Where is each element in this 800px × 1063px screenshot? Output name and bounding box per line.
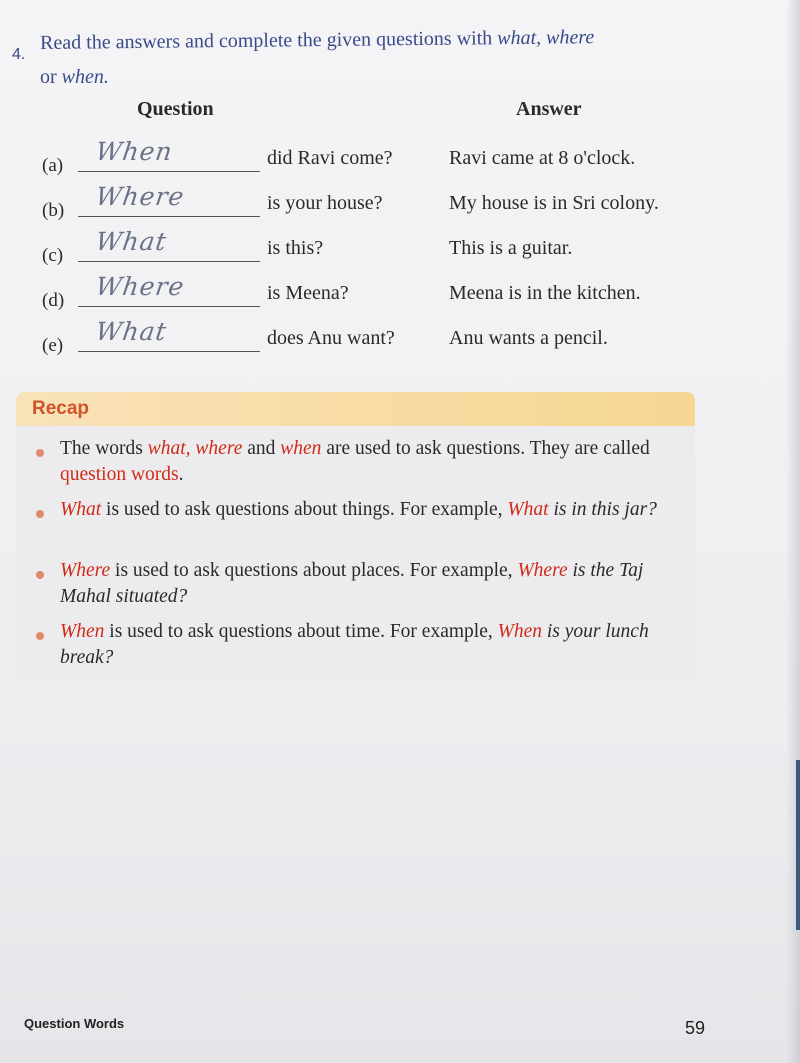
recap-bullet-1: The words what, where and when are used to ask questions. They are called question words. bbox=[60, 438, 650, 485]
handwritten-answer: Where bbox=[93, 182, 187, 211]
handwritten-answer: When bbox=[93, 137, 175, 166]
recap-box bbox=[16, 392, 695, 682]
row-label: (c) bbox=[42, 245, 64, 266]
question-text: is this? bbox=[267, 237, 324, 259]
row-label: (a) bbox=[42, 155, 64, 176]
exercise-instruction-line1: Read the answers and complete the given questions with what, where bbox=[40, 26, 595, 54]
answer-blank bbox=[78, 227, 260, 262]
recap-bullet-4: When is used to ask questions about time. For example, When is your lunch break? bbox=[60, 621, 649, 668]
bullet-dot bbox=[36, 510, 44, 518]
row-label: (e) bbox=[42, 335, 64, 356]
question-text: is your house? bbox=[267, 192, 383, 214]
question-row-a bbox=[0, 137, 800, 183]
question-row-c bbox=[0, 227, 800, 273]
answer-text: My house is in Sri colony. bbox=[449, 192, 659, 214]
handwritten-answer: What bbox=[93, 227, 169, 256]
recap-header-bar bbox=[16, 392, 695, 426]
question-column-header: Question bbox=[137, 98, 214, 120]
exercise-number: 4. bbox=[12, 46, 26, 63]
answer-text: Meena is in the kitchen. bbox=[449, 282, 641, 304]
question-row-e bbox=[0, 317, 800, 363]
handwritten-answer: Where bbox=[93, 272, 187, 301]
answer-text: Ravi came at 8 o'clock. bbox=[449, 147, 636, 169]
question-text: does Anu want? bbox=[267, 327, 395, 349]
answer-blank bbox=[78, 182, 260, 217]
recap-title: Recap bbox=[32, 398, 90, 419]
row-label: (b) bbox=[42, 200, 65, 221]
bullet-dot bbox=[36, 632, 44, 640]
recap-bullet-2: What is used to ask questions about things. For example, What is in this jar? bbox=[60, 499, 657, 520]
question-row-b bbox=[0, 182, 800, 228]
row-label: (d) bbox=[42, 290, 65, 311]
answer-text: This is a guitar. bbox=[449, 237, 573, 259]
question-text: is Meena? bbox=[267, 282, 349, 304]
bullet-dot bbox=[36, 571, 44, 579]
answer-blank bbox=[78, 137, 260, 172]
chapter-title-footer: Question Words bbox=[24, 1016, 125, 1031]
recap-bullet-3: Where is used to ask questions about places. For example, Where is the Taj Mahal situated? bbox=[60, 560, 644, 607]
answer-text: Anu wants a pencil. bbox=[449, 327, 608, 349]
answer-blank bbox=[78, 317, 260, 352]
answer-blank bbox=[78, 272, 260, 307]
page-number: 59 bbox=[685, 1018, 706, 1038]
exercise-instruction-line2: or when. bbox=[40, 66, 109, 88]
question-row-d bbox=[0, 272, 800, 318]
handwritten-answer: What bbox=[93, 317, 169, 346]
question-text: did Ravi come? bbox=[267, 147, 393, 169]
bullet-dot bbox=[36, 449, 44, 457]
answer-column-header: Answer bbox=[516, 98, 582, 120]
book-edge-strip bbox=[796, 760, 800, 930]
